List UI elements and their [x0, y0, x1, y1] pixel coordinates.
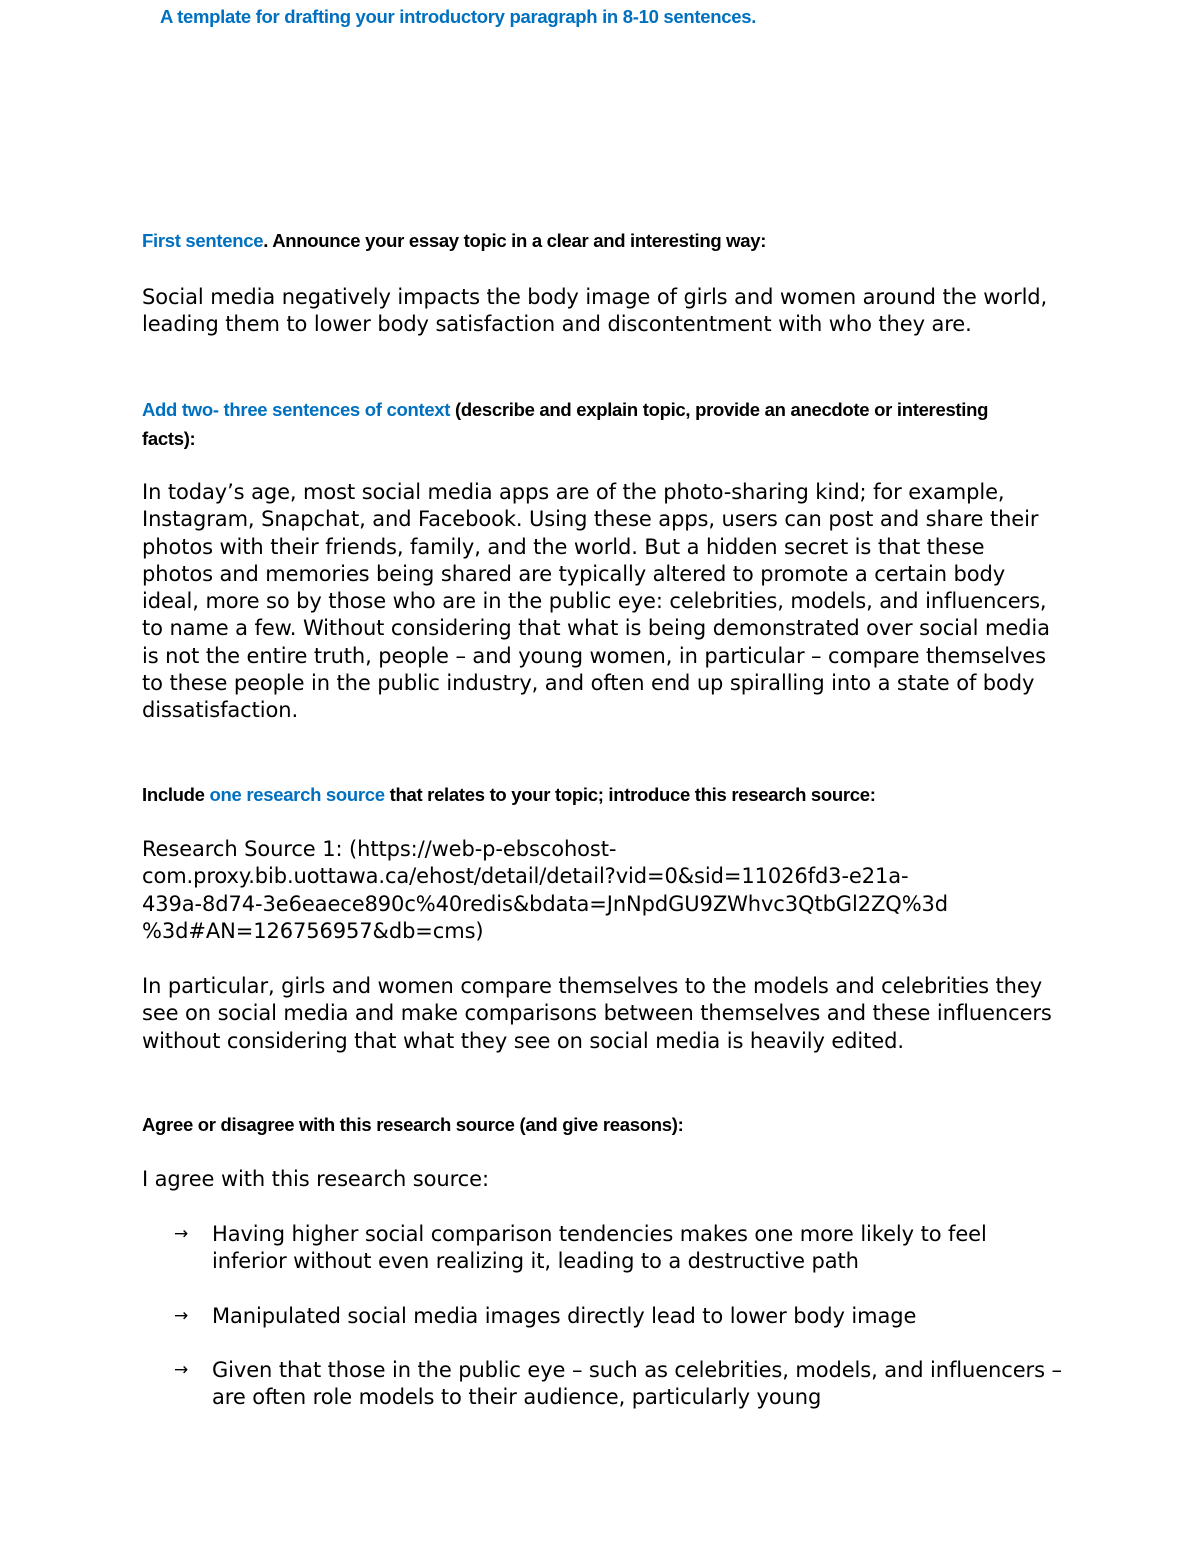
- citation-line-3: 439a-8d74-3e6eaece890c%40redis&bdata=JnNpdGU9ZWhvc3QtbGl2ZQ%3d: [142, 891, 949, 916]
- context-prompt: [142, 395, 1032, 453]
- list-item: [142, 1221, 1062, 1276]
- first-sentence-prompt: [142, 226, 1062, 255]
- list-item: [142, 1357, 1062, 1412]
- citation-line-4: %3d#AN=126756957&db=cms): [142, 918, 484, 943]
- arrow-right-icon: →: [174, 1224, 189, 1244]
- research-prompt: [142, 780, 1062, 809]
- citation-line-1: Research Source 1: (https://web-p-ebscohost-: [142, 837, 617, 861]
- arrow-right-icon: →: [174, 1359, 189, 1380]
- first-sentence-accent: First sentence: [142, 230, 264, 251]
- context-answer: In today’s age, most social media apps are of the photo-sharing kind; for example, Instagram, Snapchat, and Facebook. Using these apps, users can post and share their photos with their friends, family, and the world. But a hidden secret is that these photos and memories being shared are typically altered to promote a certain body ideal, more so by those who are in the public eye: celebrities, models, and influencers, to name a few. Without considering that what is being demonstrated over social media is not the entire truth, people – and young women, in particular – compare themselves to these people in the public industry, and often end up spiralling into a state of body dissatisfaction.: [142, 480, 1050, 723]
- research-answer: In particular, girls and women compare themselves to the models and celebrities they see on social media and make comparisons between themselves and these influencers without considering that what they see on social media is heavily edited.: [142, 974, 1052, 1053]
- research-source-citation: [142, 836, 1062, 945]
- research-accent: one research source: [209, 784, 385, 805]
- reason-text: Given that those in the public eye – such as celebrities, models, and influencers – are often role models to their audience, particularly young: [212, 1357, 1062, 1410]
- context-instruction: (describe and explain topic, provide an anecdote or interesting facts):: [142, 399, 989, 449]
- first-sentence-answer: Social media negatively impacts the body image of girls and women around the world, leading them to lower body satisfaction and discontentment with who they are.: [142, 285, 1048, 337]
- arrow-right-icon: →: [174, 1305, 189, 1326]
- list-item: [142, 1303, 1062, 1330]
- reason-text: Manipulated social media images directly lead to lower body image: [212, 1303, 917, 1328]
- research-instruction-start: Include: [142, 784, 210, 805]
- reason-text: Having higher social comparison tendencies makes one more likely to feel inferior without even realizing it, leading to a destructive path: [212, 1222, 987, 1274]
- reasons-list: [142, 1221, 1062, 1411]
- agree-prompt: Agree or disagree with this research source (and give reasons):: [142, 1114, 684, 1135]
- context-accent: Add two- three sentences of context: [142, 399, 451, 420]
- citation-line-2: com.proxy.bib.uottawa.ca/ehost/detail/detail?vid=0&sid=11026fd3-e21a-: [142, 864, 909, 889]
- research-instruction-end: that relates to your topic; introduce this research source:: [384, 784, 876, 805]
- agree-answer: I agree with this research source:: [142, 1167, 489, 1191]
- document-title: A template for drafting your introductory paragraph in 8-10 sentences.: [159, 6, 757, 27]
- first-sentence-instruction: . Announce your essay topic in a clear and interesting way:: [263, 230, 767, 251]
